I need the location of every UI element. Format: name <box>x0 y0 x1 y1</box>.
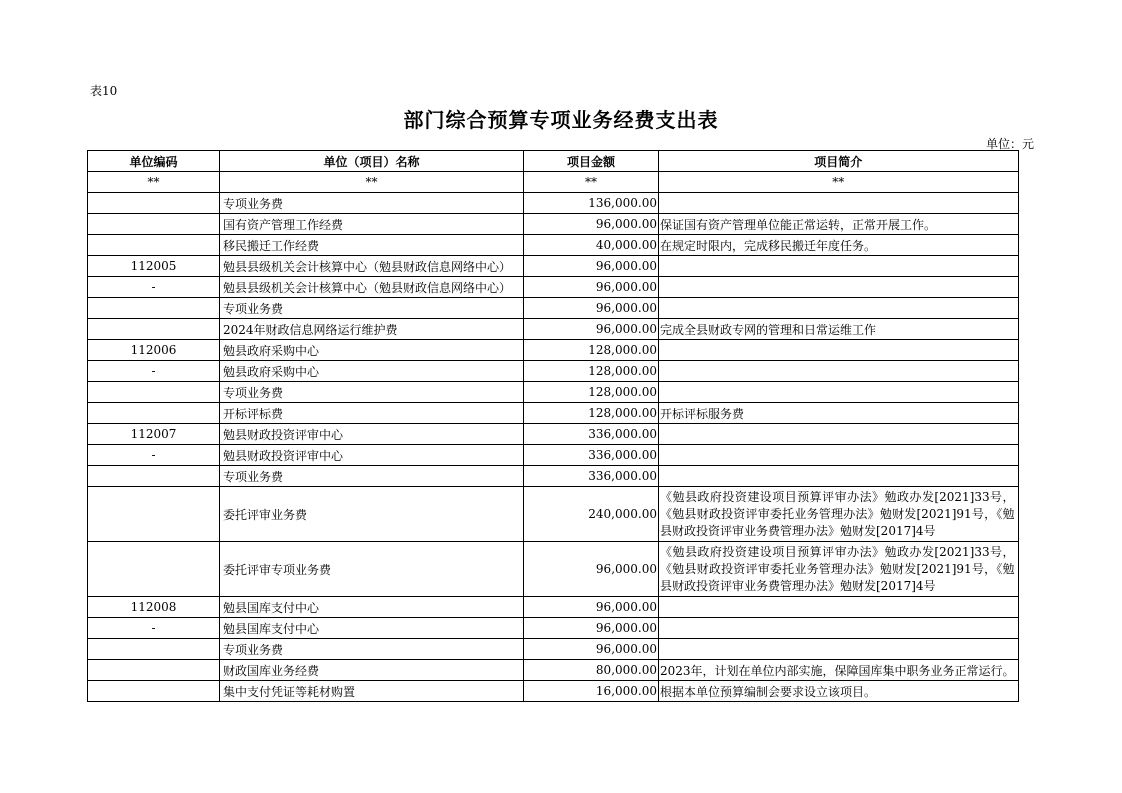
description-cell <box>659 193 1019 214</box>
table-row <box>88 597 1019 618</box>
amount-cell: 96,000.00 <box>524 618 659 639</box>
description-cell: 《勉县政府投资建设项目预算评审办法》勉政办发[2021]33号，《勉县财政投资评审委托业务管理办法》勉财发[2021]91号，《勉县财政投资评审业务费管理办法》勉财发[2017]4号 <box>659 542 1019 597</box>
unit-code-cell: - <box>88 361 220 382</box>
description-cell <box>659 597 1019 618</box>
project-name-cell: 专项业务费 <box>220 298 524 319</box>
unit-code-cell <box>88 487 220 542</box>
amount-cell: 336,000.00 <box>524 445 659 466</box>
unit-code-cell <box>88 214 220 235</box>
marker-cell: ** <box>88 172 220 193</box>
page-title: 部门综合预算专项业务经费支出表 <box>403 108 719 132</box>
marker-row <box>88 172 1019 193</box>
unit-code-cell <box>88 660 220 681</box>
table-row <box>88 340 1019 361</box>
unit-code-cell <box>88 319 220 340</box>
amount-cell: 128,000.00 <box>524 340 659 361</box>
description-cell: 在规定时限内，完成移民搬迁年度任务。 <box>659 235 1019 256</box>
unit-code-cell <box>88 681 220 702</box>
unit-code-cell: - <box>88 618 220 639</box>
table-row <box>88 277 1019 298</box>
project-name-cell: 财政国库业务经费 <box>220 660 524 681</box>
amount-cell: 96,000.00 <box>524 277 659 298</box>
unit-code-cell: 112007 <box>88 424 220 445</box>
amount-cell: 96,000.00 <box>524 597 659 618</box>
unit-code-cell <box>88 193 220 214</box>
project-name-cell: 2024年财政信息网络运行维护费 <box>220 319 524 340</box>
amount-cell: 128,000.00 <box>524 382 659 403</box>
project-name-cell: 专项业务费 <box>220 382 524 403</box>
unit-code-cell <box>88 382 220 403</box>
unit-code-cell <box>88 466 220 487</box>
unit-code-cell <box>88 298 220 319</box>
description-cell <box>659 424 1019 445</box>
table-row <box>88 235 1019 256</box>
table-row <box>88 193 1019 214</box>
description-cell <box>659 445 1019 466</box>
description-cell <box>659 466 1019 487</box>
unit-code-cell <box>88 542 220 597</box>
table-row <box>88 487 1019 542</box>
marker-cell: ** <box>220 172 524 193</box>
table-row <box>88 681 1019 702</box>
amount-cell: 80,000.00 <box>524 660 659 681</box>
table-row <box>88 466 1019 487</box>
unit-code-cell: - <box>88 277 220 298</box>
description-cell <box>659 277 1019 298</box>
amount-cell: 96,000.00 <box>524 319 659 340</box>
description-cell <box>659 382 1019 403</box>
table-row <box>88 256 1019 277</box>
amount-cell: 96,000.00 <box>524 298 659 319</box>
table-row <box>88 424 1019 445</box>
table-row <box>88 542 1019 597</box>
description-cell: 保证国有资产管理单位能正常运转，正常开展工作。 <box>659 214 1019 235</box>
amount-cell: 128,000.00 <box>524 361 659 382</box>
description-cell: 开标评标服务费 <box>659 403 1019 424</box>
unit-label: 单位：元 <box>985 137 1034 151</box>
unit-code-cell <box>88 235 220 256</box>
amount-cell: 40,000.00 <box>524 235 659 256</box>
description-cell <box>659 618 1019 639</box>
description-cell: 《勉县政府投资建设项目预算评审办法》勉政办发[2021]33号，《勉县财政投资评审委托业务管理办法》勉财发[2021]91号，《勉县财政投资评审业务费管理办法》勉财发[2017]4号 <box>659 487 1019 542</box>
table-row <box>88 214 1019 235</box>
amount-cell: 240,000.00 <box>524 487 659 542</box>
budget-table <box>87 150 1019 702</box>
amount-cell: 336,000.00 <box>524 466 659 487</box>
project-name-cell: 勉县国库支付中心 <box>220 618 524 639</box>
project-name-cell: 集中支付凭证等耗材购置 <box>220 681 524 702</box>
table-row <box>88 445 1019 466</box>
header-amount: 项目金额 <box>524 151 659 172</box>
header-project-name: 单位（项目）名称 <box>220 151 524 172</box>
amount-cell: 96,000.00 <box>524 214 659 235</box>
description-cell <box>659 639 1019 660</box>
table-row <box>88 403 1019 424</box>
unit-code-cell: 112008 <box>88 597 220 618</box>
unit-code-cell <box>88 639 220 660</box>
project-name-cell: 勉县财政投资评审中心 <box>220 424 524 445</box>
description-cell <box>659 340 1019 361</box>
project-name-cell: 移民搬迁工作经费 <box>220 235 524 256</box>
project-name-cell: 开标评标费 <box>220 403 524 424</box>
project-name-cell: 专项业务费 <box>220 466 524 487</box>
description-cell <box>659 298 1019 319</box>
project-name-cell: 勉县财政投资评审中心 <box>220 445 524 466</box>
marker-cell: ** <box>659 172 1019 193</box>
table-row <box>88 298 1019 319</box>
amount-cell: 128,000.00 <box>524 403 659 424</box>
header-description: 项目简介 <box>659 151 1019 172</box>
unit-code-cell: - <box>88 445 220 466</box>
project-name-cell: 勉县县级机关会计核算中心（勉县财政信息网络中心） <box>220 277 524 298</box>
header-unit-code: 单位编码 <box>88 151 220 172</box>
project-name-cell: 专项业务费 <box>220 193 524 214</box>
description-cell: 根据本单位预算编制会要求设立该项目。 <box>659 681 1019 702</box>
project-name-cell: 勉县政府采购中心 <box>220 361 524 382</box>
table-row <box>88 639 1019 660</box>
amount-cell: 96,000.00 <box>524 256 659 277</box>
project-name-cell: 勉县政府采购中心 <box>220 340 524 361</box>
table-row <box>88 660 1019 681</box>
amount-cell: 136,000.00 <box>524 193 659 214</box>
marker-cell: ** <box>524 172 659 193</box>
table-row <box>88 361 1019 382</box>
description-cell <box>659 361 1019 382</box>
unit-code-cell: 112006 <box>88 340 220 361</box>
table-row <box>88 382 1019 403</box>
unit-code-cell <box>88 403 220 424</box>
description-cell: 2023年，计划在单位内部实施，保障国库集中职务业务正常运行。 <box>659 660 1019 681</box>
table-row <box>88 618 1019 639</box>
project-name-cell: 专项业务费 <box>220 639 524 660</box>
header-row <box>88 151 1019 172</box>
unit-code-cell: 112005 <box>88 256 220 277</box>
amount-cell: 16,000.00 <box>524 681 659 702</box>
project-name-cell: 勉县国库支付中心 <box>220 597 524 618</box>
description-cell: 完成全县财政专网的管理和日常运维工作 <box>659 319 1019 340</box>
project-name-cell: 委托评审业务费 <box>220 487 524 542</box>
project-name-cell: 勉县县级机关会计核算中心（勉县财政信息网络中心） <box>220 256 524 277</box>
table-number: 表10 <box>90 84 118 98</box>
table-row <box>88 319 1019 340</box>
description-cell <box>659 256 1019 277</box>
project-name-cell: 委托评审专项业务费 <box>220 542 524 597</box>
amount-cell: 336,000.00 <box>524 424 659 445</box>
project-name-cell: 国有资产管理工作经费 <box>220 214 524 235</box>
amount-cell: 96,000.00 <box>524 542 659 597</box>
amount-cell: 96,000.00 <box>524 639 659 660</box>
